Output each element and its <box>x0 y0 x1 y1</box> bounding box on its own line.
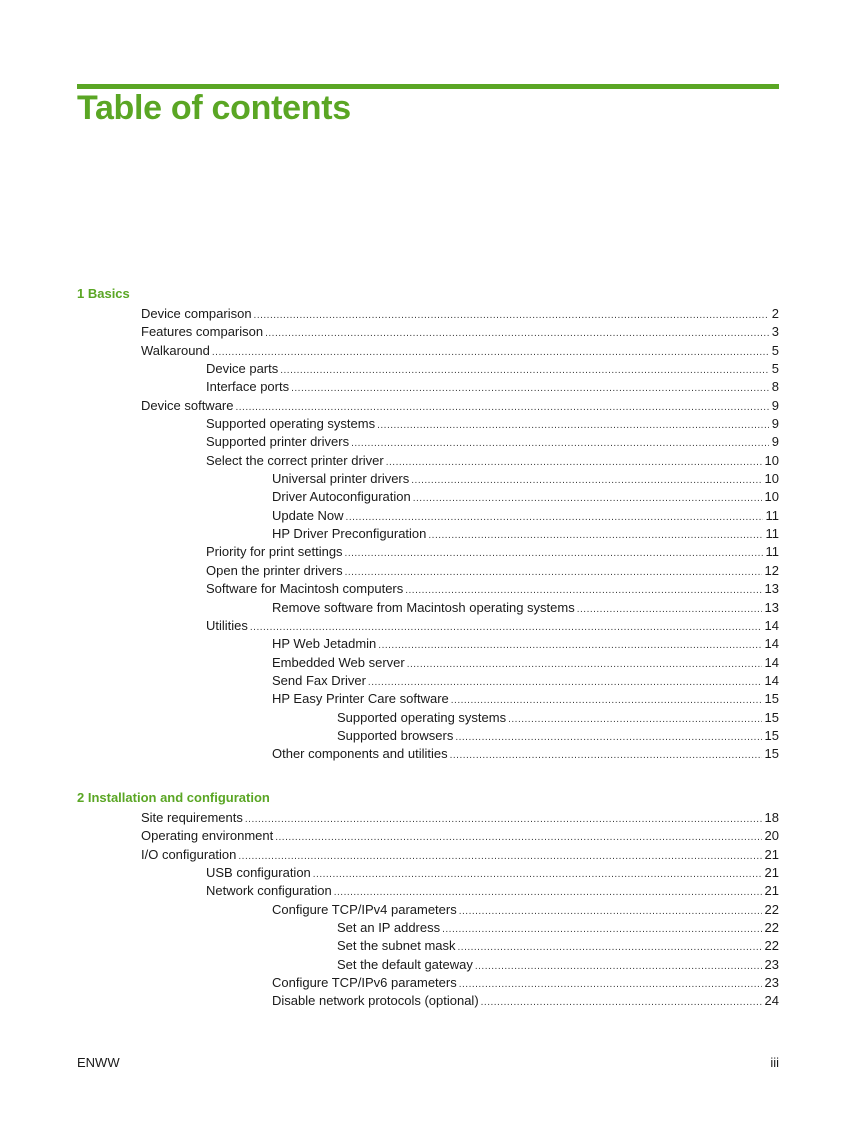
toc-entry-label: Set the default gateway <box>337 956 473 972</box>
dot-leader <box>377 417 769 433</box>
chapter-heading[interactable]: 1 Basics <box>77 286 130 301</box>
dot-leader <box>481 994 762 1010</box>
toc-entry-label: Update Now <box>272 507 344 523</box>
dot-leader <box>250 619 762 635</box>
toc-entry[interactable] <box>77 415 779 433</box>
toc-entry-label: Set the subnet mask <box>337 938 456 954</box>
dot-leader <box>508 711 761 727</box>
dot-leader <box>334 884 762 900</box>
toc-entry-label: Open the printer drivers <box>206 562 343 578</box>
dot-leader <box>413 490 762 506</box>
dot-leader <box>368 674 762 690</box>
toc-entry-label: HP Web Jetadmin <box>272 636 377 652</box>
toc-entry[interactable] <box>77 635 779 653</box>
dot-leader <box>254 307 769 323</box>
toc-page-number: 2 <box>771 306 779 321</box>
toc-page-number: 15 <box>764 709 779 725</box>
toc-entry[interactable] <box>77 882 779 900</box>
toc-entry[interactable] <box>77 709 779 727</box>
toc-entry-label: Set an IP address <box>337 920 441 936</box>
dot-leader <box>265 325 769 341</box>
dot-leader <box>275 829 761 845</box>
toc-page-number: 9 <box>771 416 779 432</box>
toc-page-number: 15 <box>764 691 779 707</box>
toc-entry-label: Interface ports <box>206 379 290 395</box>
toc-entry[interactable] <box>77 992 779 1010</box>
toc-entry[interactable] <box>77 452 779 470</box>
toc-entry[interactable] <box>77 937 779 955</box>
toc-entry[interactable] <box>77 599 779 617</box>
toc-entry-label: Network configuration <box>206 883 332 899</box>
toc-entry-label: Supported browsers <box>337 727 454 743</box>
toc-entry[interactable] <box>77 360 779 378</box>
toc-page-number: 5 <box>771 361 779 377</box>
toc-page-number: 15 <box>764 746 779 762</box>
toc-entry[interactable] <box>77 378 779 396</box>
toc-entry[interactable] <box>77 690 779 708</box>
toc-entry[interactable] <box>77 617 779 635</box>
toc-page-number: 22 <box>764 920 779 936</box>
toc-entry-label: Disable network protocols (optional) <box>272 993 479 1009</box>
toc-page-number: 23 <box>764 975 779 991</box>
toc-page-number: 3 <box>771 324 779 340</box>
toc-entry-label: Supported printer drivers <box>206 434 350 450</box>
toc-entry[interactable] <box>77 919 779 937</box>
toc-entry[interactable] <box>77 727 779 745</box>
dot-leader <box>577 601 762 617</box>
toc-entry-label: Features comparison <box>141 324 264 340</box>
dot-leader <box>442 921 761 937</box>
dot-leader <box>291 380 769 396</box>
dot-leader <box>345 545 763 561</box>
toc-entry-label: Supported operating systems <box>337 709 507 725</box>
toc-page-number: 13 <box>764 599 779 615</box>
toc-entry-label: Device software <box>141 397 234 413</box>
toc-entry-label: USB configuration <box>206 865 311 881</box>
toc-entry[interactable] <box>77 901 779 919</box>
dot-leader <box>411 472 761 488</box>
dot-leader <box>407 656 762 672</box>
toc-entry[interactable] <box>77 488 779 506</box>
toc-page-number: 23 <box>764 956 779 972</box>
dot-leader <box>458 939 762 955</box>
toc-entry[interactable] <box>77 745 779 763</box>
dot-leader <box>345 564 762 580</box>
toc-entry-label: Driver Autoconfiguration <box>272 489 411 505</box>
toc-entry[interactable] <box>77 525 779 543</box>
toc-entry[interactable] <box>77 397 779 415</box>
toc-entry[interactable] <box>77 562 779 580</box>
toc-entry[interactable] <box>77 580 779 598</box>
toc-entry-list <box>77 809 779 1011</box>
dot-leader <box>459 976 762 992</box>
toc-entry-label: Select the correct printer driver <box>206 452 384 468</box>
dot-leader <box>212 344 769 360</box>
dot-leader <box>428 527 762 543</box>
page-title: Table of contents <box>77 89 351 127</box>
toc-entry-label: Remove software from Macintosh operating systems <box>272 599 575 615</box>
toc-entry[interactable] <box>77 956 779 974</box>
toc-page-number: 18 <box>764 810 779 825</box>
chapter-heading[interactable]: 2 Installation and configuration <box>77 790 270 805</box>
toc-entry-label: Universal printer drivers <box>272 471 410 487</box>
toc-entry-label: Utilities <box>206 617 248 633</box>
toc-page-number: 14 <box>764 672 779 688</box>
toc-entry[interactable] <box>77 864 779 882</box>
toc-entry-label: I/O configuration <box>141 846 237 862</box>
toc-page-number: 14 <box>764 654 779 670</box>
toc-entry-label: Supported operating systems <box>206 416 376 432</box>
toc-page-number: 22 <box>764 938 779 954</box>
dot-leader <box>346 509 763 525</box>
toc-entry[interactable] <box>77 543 779 561</box>
toc-page-number: 15 <box>764 727 779 743</box>
toc-entry[interactable] <box>77 654 779 672</box>
toc-entry-label: Operating environment <box>141 828 274 844</box>
toc-entry[interactable] <box>77 827 779 845</box>
dot-leader <box>378 637 761 653</box>
toc-entry[interactable] <box>77 305 779 323</box>
toc-entry-label: Walkaround <box>141 342 210 358</box>
toc-entry[interactable] <box>77 507 779 525</box>
toc-page-number: 10 <box>764 452 779 468</box>
dot-leader <box>475 958 762 974</box>
toc-entry[interactable] <box>77 974 779 992</box>
toc-entry[interactable] <box>77 342 779 360</box>
toc-page-number: 14 <box>764 617 779 633</box>
toc-entry[interactable] <box>77 433 779 451</box>
toc-entry-label: Configure TCP/IPv6 parameters <box>272 975 457 991</box>
toc-entry-label: Send Fax Driver <box>272 672 366 688</box>
toc-page-number: 8 <box>771 379 779 395</box>
toc-page-number: 24 <box>764 993 779 1009</box>
toc-page-number: 9 <box>771 434 779 450</box>
toc-entry-label: Software for Macintosh computers <box>206 581 404 597</box>
dot-leader <box>459 903 762 919</box>
dot-leader <box>351 435 769 451</box>
dot-leader <box>455 729 761 745</box>
toc-entry-list <box>77 305 779 764</box>
dot-leader <box>405 582 761 598</box>
toc-page-number: 10 <box>764 471 779 487</box>
toc-entry-label: Site requirements <box>141 810 243 825</box>
toc-page-number: 14 <box>764 636 779 652</box>
toc-page-number: 12 <box>764 562 779 578</box>
dot-leader <box>313 866 762 882</box>
dot-leader <box>280 362 769 378</box>
toc-entry-label: Priority for print settings <box>206 544 343 560</box>
footer-label: ENWW <box>77 1055 120 1070</box>
toc-page-number: 11 <box>765 507 779 523</box>
toc-entry-label: Device comparison <box>141 306 252 321</box>
toc-page-number: 5 <box>771 342 779 358</box>
toc-page-number: 21 <box>764 883 779 899</box>
toc-page-number: 13 <box>764 581 779 597</box>
toc-entry[interactable] <box>77 846 779 864</box>
toc-entry[interactable] <box>77 809 779 827</box>
toc-entry-label: Other components and utilities <box>272 746 448 762</box>
toc-page-number: 11 <box>765 544 779 560</box>
dot-leader <box>386 454 762 470</box>
dot-leader <box>238 848 761 864</box>
toc-entry-label: Configure TCP/IPv4 parameters <box>272 901 457 917</box>
toc-entry-label: Device parts <box>206 361 279 377</box>
toc-entry[interactable] <box>77 470 779 488</box>
footer-page-number: iii <box>770 1055 779 1070</box>
toc-page-number: 10 <box>764 489 779 505</box>
toc-page-number: 21 <box>764 846 779 862</box>
toc-page-number: 20 <box>764 828 779 844</box>
toc-entry[interactable] <box>77 323 779 341</box>
toc-entry[interactable] <box>77 672 779 690</box>
dot-leader <box>245 811 762 827</box>
toc-entry-label: Embedded Web server <box>272 654 405 670</box>
toc-entry-label: HP Driver Preconfiguration <box>272 526 427 542</box>
dot-leader <box>235 399 768 415</box>
dot-leader <box>451 692 762 708</box>
toc-page-number: 22 <box>764 901 779 917</box>
toc-page-number: 9 <box>771 397 779 413</box>
toc-entry-label: HP Easy Printer Care software <box>272 691 449 707</box>
toc-page-number: 11 <box>765 526 779 542</box>
dot-leader <box>450 747 762 763</box>
toc-page-number: 21 <box>764 865 779 881</box>
